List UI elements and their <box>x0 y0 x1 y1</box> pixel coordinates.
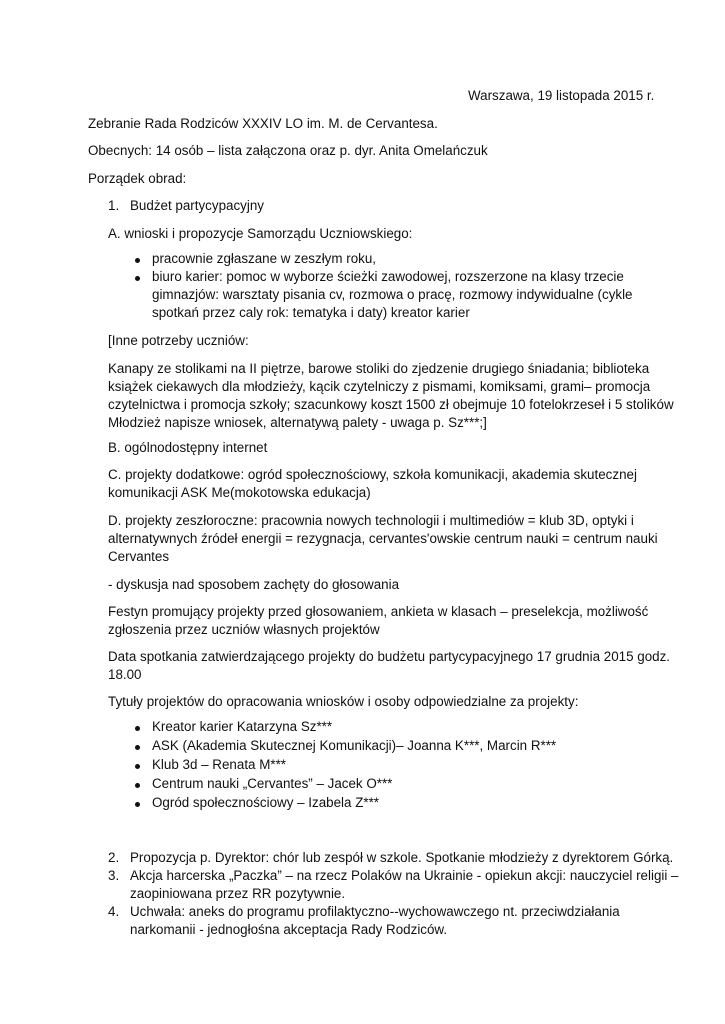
other-needs-line: książek ciekawych dla młodzieży, kącik czytelniczy z pismami, komiksami, grami– promocja <box>108 379 651 394</box>
bullet-icon <box>135 783 140 788</box>
other-needs-line: czytelnictwa i promocja szkoły; szacunkowy koszt 1500 zł obejmuje 10 fotelokrzeseł i 5 stolików <box>108 397 674 412</box>
project-item: Klub 3d – Renata M*** <box>152 757 286 772</box>
item-2-number: 2. <box>108 850 120 865</box>
project-item: ASK (Akademia Skutecznej Komunikacji)– Joanna K***, Marcin R*** <box>152 738 557 753</box>
meeting-date-paragraph: Data spotkania zatwierdzającego projekty do budżetu partycypacyjnego 17 grudnia 2015 godz. <box>108 649 671 664</box>
item-3-text: zaopiniowana przez RR pozytywnie. <box>130 886 346 901</box>
bullet-icon <box>135 276 140 281</box>
project-item: Centrum nauki „Cervantes” – Jacek O*** <box>152 776 393 791</box>
projects-heading: Tytuły projektów do opracowania wniosków i osoby odpowiedzialne za projekty: <box>108 694 579 709</box>
other-needs-heading: [Inne potrzeby uczniów: <box>108 333 249 348</box>
section-b: B. ogólnodostępny internet <box>108 440 268 455</box>
item-4-text: narkomanii - jednogłośna akceptacja Rady Rodziców. <box>130 922 448 937</box>
bullet-icon <box>135 802 140 807</box>
bullet-icon <box>135 764 140 769</box>
section-c: komunikacji ASK Me(mokotowska edukacja) <box>108 485 371 500</box>
discussion-line: - dyskusja nad sposobem zachęty do głosowania <box>108 577 400 592</box>
other-needs-line: Młodzież napisze wniosek, alternatywą palety - uwaga p. Sz***;] <box>108 415 487 430</box>
bullet-icon <box>135 745 140 750</box>
meeting-title: Zebranie Rada Rodziców XXXIV LO im. M. de Cervantesa. <box>88 116 438 131</box>
place-date: Warszawa, 19 listopada 2015 r. <box>468 88 655 103</box>
festyn-paragraph: zgłoszenia przez uczniów własnych projektów <box>108 622 380 637</box>
item-1-title: Budżet partycypacyjny <box>130 198 264 213</box>
item-4-number: 4. <box>108 904 120 919</box>
item-3-text: Akcja harcerska „Paczka” – na rzecz Polaków na Ukrainie - opiekun akcji: nauczyciel religii – <box>130 868 679 883</box>
section-a-heading: A. wnioski i propozycje Samorządu Uczniowskiego: <box>108 226 413 241</box>
bullet-icon <box>135 726 140 731</box>
agenda-label: Porządek obrad: <box>88 171 187 186</box>
bullet-icon <box>135 258 140 263</box>
project-item: Kreator karier Katarzyna Sz*** <box>152 719 333 734</box>
section-c: C. projekty dodatkowe: ogród społecznościowy, szkoła komunikacji, akademia skutecznej <box>108 467 637 482</box>
festyn-paragraph: Festyn promujący projekty przed głosowaniem, ankieta w klasach – preselekcja, możliwość <box>108 604 649 619</box>
section-d: Cervantes <box>108 549 170 564</box>
other-needs-line: Kanapy ze stolikami na II piętrze, barowe stoliki do zjedzenie drugiego śniadania; biblioteka <box>108 361 650 376</box>
bullet-item-cont: spotkań przez caly rok: tematyka i daty) kreator karier <box>152 305 470 320</box>
item-1-number: 1. <box>108 198 120 213</box>
section-d: D. projekty zeszłoroczne: pracownia nowych technologii i multimediów = klub 3D, optyki i <box>108 513 634 528</box>
item-4-text: Uchwała: aneks do programu profilaktyczno--wychowawczego nt. przeciwdziałania <box>130 904 620 919</box>
project-item: Ogród społecznościowy – Izabela Z*** <box>152 795 380 810</box>
bullet-item: pracownie zgłaszane w zeszłym roku, <box>152 251 377 266</box>
bullet-item: biuro karier: pomoc w wyborze ścieżki zawodowej, rozszerzone na klasy trzecie <box>152 269 624 284</box>
bullet-item-cont: gimnazjów: warsztaty pisania cv, rozmowa o pracę, rozmowy indywidualne (cykle <box>152 287 633 302</box>
meeting-date-paragraph: 18.00 <box>108 667 142 682</box>
item-3-number: 3. <box>108 868 120 883</box>
section-d: alternatywnych źródeł energii = rezygnacja, cervantes'owskie centrum nauki = centrum nauki <box>108 531 658 546</box>
attendance-line: Obecnych: 14 osób – lista załączona oraz p. dyr. Anita Omelańczuk <box>88 143 488 158</box>
item-2-text: Propozycja p. Dyrektor: chór lub zespół w szkole. Spotkanie młodzieży z dyrektorem Górką. <box>130 850 674 865</box>
